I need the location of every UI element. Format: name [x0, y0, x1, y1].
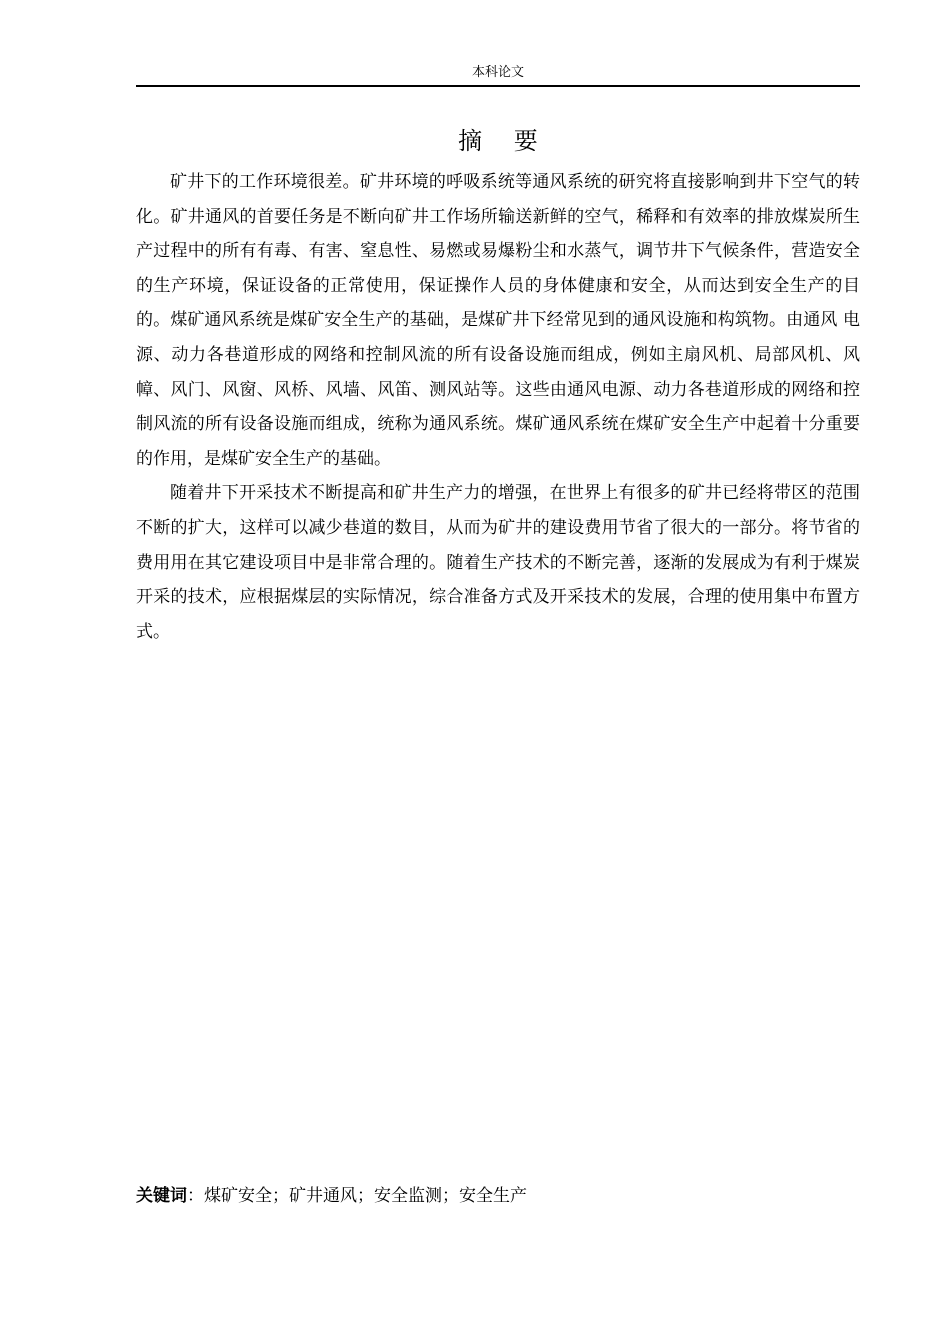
header-divider	[136, 85, 860, 87]
abstract-title: 摘 要	[458, 127, 550, 155]
keywords-line	[136, 1182, 860, 1210]
abstract-body	[136, 165, 860, 649]
abstract-paragraph-1: 矿井下的工作环境很差。矿井环境的呼吸系统等通风系统的研究将直接影响到井下空气的转化。矿井通风的首要任务是不断向矿井工作场所输送新鲜的空气，稀释和有效率的排放煤炭所生产过程中的所有有毒、有害、窒息性、易燃或易爆粉尘和水蒸气，调节井下气候条件，营造安全的生产环境，保证设备的正常使用，保证操作人员的身体健康和安全，从而达到安全生产的目的。煤矿通风系统是煤矿安全生产的基础，是煤矿井下经常见到的通风设施和构筑物。由通风 电源、动力各巷道形成的网络和控制风流的所有设备设施而组成，例如主扇风机、局部风机、风幛、风门、风窗、风桥、风墙、风笛、测风站等。这些由通风电源、动力各巷道形成的网络和控制风流的所有设备设施而组成，统称为通风系统。煤矿通风系统在煤矿安全生产中起着十分重要的作用，是煤矿安全生产的基础。	[136, 172, 860, 469]
keywords-label: 关键词	[136, 1186, 187, 1206]
keywords-separator: ：	[187, 1186, 204, 1206]
running-header: 本科论文	[471, 65, 524, 80]
keywords-list: 煤矿安全；矿井通风；安全监测；安全生产	[204, 1186, 527, 1206]
abstract-paragraph-2: 随着井下开采技术不断提高和矿井生产力的增强，在世界上有很多的矿井已经将带区的范围不断的扩大，这样可以减少巷道的数目，从而为矿井的建设费用节省了很大的一部分。将节省的费用用在其它建设项目中是非常合理的。随着生产技术的不断完善，逐渐的发展成为有利于煤炭开采的技术，应根据煤层的实际情况，综合准备方式及开采技术的发展，合理的使用集中布置方式。	[136, 483, 860, 642]
